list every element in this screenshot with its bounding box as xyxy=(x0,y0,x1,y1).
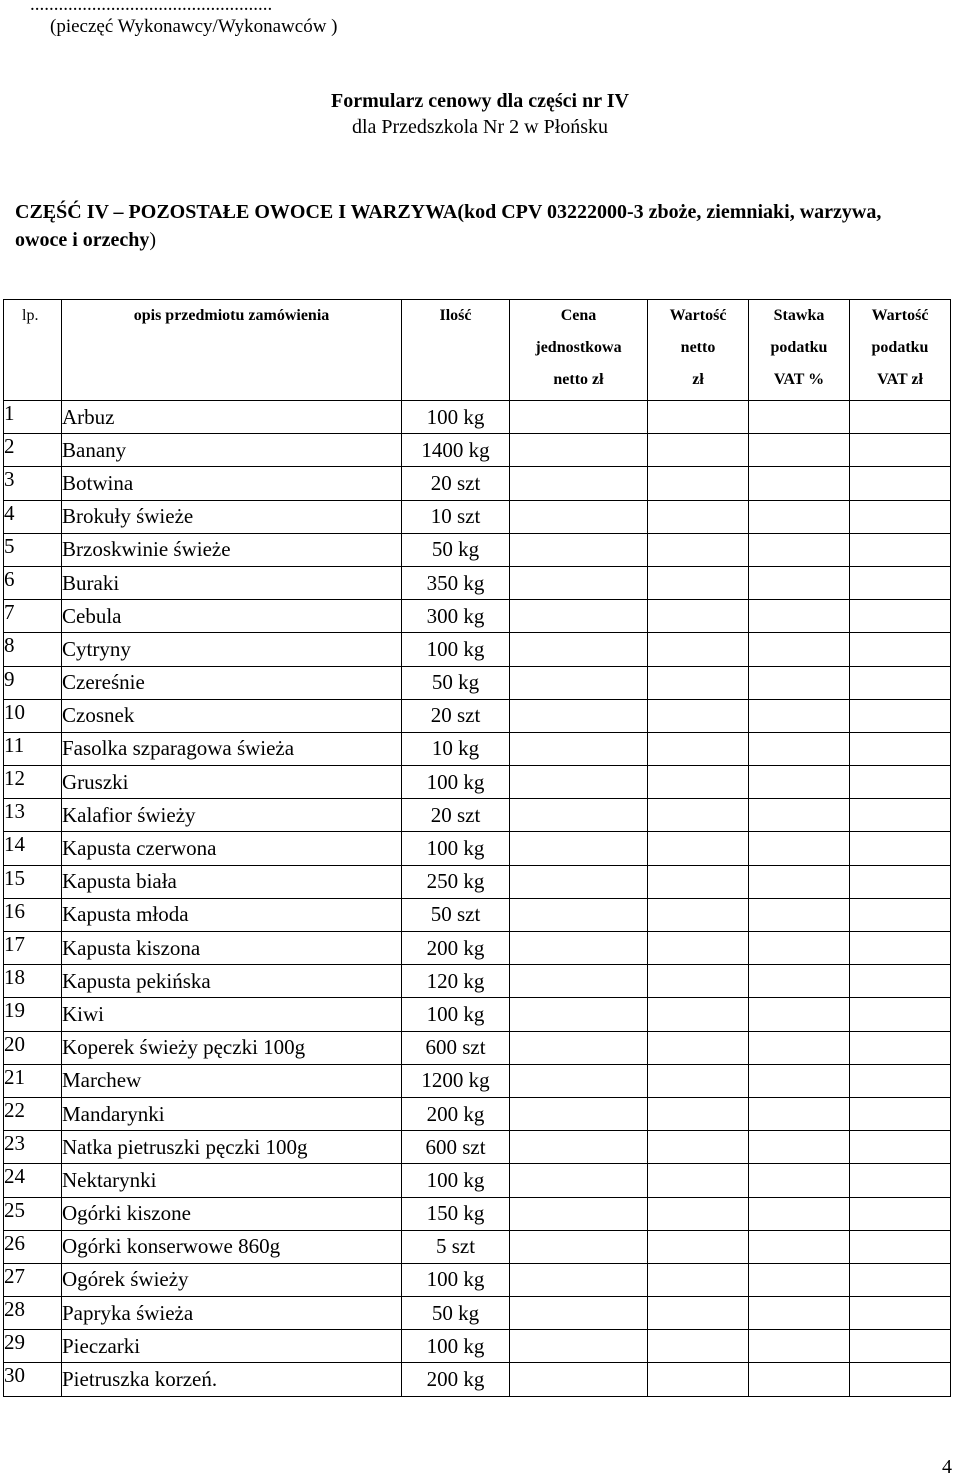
row-quantity: 100 kg xyxy=(402,998,510,1031)
row-net-value-cell[interactable] xyxy=(648,1363,749,1396)
table-row xyxy=(4,1031,951,1064)
row-net-value-cell[interactable] xyxy=(648,732,749,765)
row-quantity: 20 szt xyxy=(402,467,510,500)
row-net-value-cell[interactable] xyxy=(648,766,749,799)
row-net-value-cell[interactable] xyxy=(648,832,749,865)
row-quantity: 200 kg xyxy=(402,1363,510,1396)
row-quantity: 5 szt xyxy=(402,1230,510,1263)
table-row xyxy=(4,600,951,633)
row-description: Marchew xyxy=(62,1064,402,1097)
row-unit-price-cell[interactable] xyxy=(510,434,648,467)
row-description: Kapusta czerwona xyxy=(62,832,402,865)
row-vat-value-cell[interactable] xyxy=(850,799,951,832)
row-lp: 24 xyxy=(4,1164,62,1197)
row-lp: 2 xyxy=(4,434,62,467)
row-vat-rate-cell[interactable] xyxy=(749,1330,850,1363)
table-row xyxy=(4,932,951,965)
form-title xyxy=(0,88,960,140)
row-vat-rate-cell[interactable] xyxy=(749,1230,850,1263)
row-description: Koperek świeży pęczki 100g xyxy=(62,1031,402,1064)
row-unit-price-cell[interactable] xyxy=(510,666,648,699)
row-unit-price-cell[interactable] xyxy=(510,1363,648,1396)
row-vat-rate-cell[interactable] xyxy=(749,898,850,931)
row-lp: 27 xyxy=(4,1263,62,1296)
row-lp: 7 xyxy=(4,600,62,633)
row-lp: 18 xyxy=(4,965,62,998)
row-description: Brzoskwinie świeże xyxy=(62,533,402,566)
row-vat-value-cell[interactable] xyxy=(850,401,951,434)
row-unit-price-cell[interactable] xyxy=(510,898,648,931)
row-quantity: 20 szt xyxy=(402,699,510,732)
row-description: Arbuz xyxy=(62,401,402,434)
row-lp: 25 xyxy=(4,1197,62,1230)
row-description: Papryka świeża xyxy=(62,1297,402,1330)
row-vat-value-cell[interactable] xyxy=(850,1230,951,1263)
row-unit-price-cell[interactable] xyxy=(510,832,648,865)
row-net-value-cell[interactable] xyxy=(648,998,749,1031)
row-vat-rate-cell[interactable] xyxy=(749,998,850,1031)
row-vat-value-cell[interactable] xyxy=(850,865,951,898)
row-vat-value-cell[interactable] xyxy=(850,1197,951,1230)
row-quantity: 20 szt xyxy=(402,799,510,832)
row-description: Cytryny xyxy=(62,633,402,666)
row-lp: 10 xyxy=(4,699,62,732)
row-net-value-cell[interactable] xyxy=(648,865,749,898)
row-net-value-cell[interactable] xyxy=(648,699,749,732)
row-unit-price-cell[interactable] xyxy=(510,533,648,566)
row-unit-price-cell[interactable] xyxy=(510,1230,648,1263)
row-description: Ogórki kiszone xyxy=(62,1197,402,1230)
table-row xyxy=(4,1131,951,1164)
row-lp: 9 xyxy=(4,666,62,699)
row-unit-price-cell[interactable] xyxy=(510,732,648,765)
row-net-value-cell[interactable] xyxy=(648,1064,749,1097)
row-quantity: 50 szt xyxy=(402,898,510,931)
row-lp: 29 xyxy=(4,1330,62,1363)
row-lp: 5 xyxy=(4,533,62,566)
row-quantity: 100 kg xyxy=(402,401,510,434)
row-description: Kapusta młoda xyxy=(62,898,402,931)
row-vat-rate-cell[interactable] xyxy=(749,566,850,599)
row-quantity: 250 kg xyxy=(402,865,510,898)
table-row xyxy=(4,533,951,566)
row-vat-value-cell[interactable] xyxy=(850,1297,951,1330)
row-vat-rate-cell[interactable] xyxy=(749,1297,850,1330)
row-vat-rate-cell[interactable] xyxy=(749,766,850,799)
row-net-value-cell[interactable] xyxy=(648,666,749,699)
row-vat-rate-cell[interactable] xyxy=(749,865,850,898)
row-description: Kalafior świeży xyxy=(62,799,402,832)
row-unit-price-cell[interactable] xyxy=(510,401,648,434)
row-quantity: 1400 kg xyxy=(402,434,510,467)
row-unit-price-cell[interactable] xyxy=(510,600,648,633)
row-description: Kapusta biała xyxy=(62,865,402,898)
table-row xyxy=(4,1363,951,1396)
row-lp: 19 xyxy=(4,998,62,1031)
row-unit-price-cell[interactable] xyxy=(510,998,648,1031)
row-lp: 3 xyxy=(4,467,62,500)
row-vat-rate-cell[interactable] xyxy=(749,1064,850,1097)
row-quantity: 100 kg xyxy=(402,832,510,865)
table-row xyxy=(4,434,951,467)
row-quantity: 100 kg xyxy=(402,1164,510,1197)
table-row xyxy=(4,467,951,500)
row-net-value-cell[interactable] xyxy=(648,533,749,566)
row-vat-rate-cell[interactable] xyxy=(749,732,850,765)
header-vat-rate: Stawka podatku VAT % xyxy=(749,300,850,401)
row-unit-price-cell[interactable] xyxy=(510,566,648,599)
row-vat-value-cell[interactable] xyxy=(850,1131,951,1164)
row-vat-rate-cell[interactable] xyxy=(749,1197,850,1230)
row-net-value-cell[interactable] xyxy=(648,1330,749,1363)
row-net-value-cell[interactable] xyxy=(648,965,749,998)
row-vat-value-cell[interactable] xyxy=(850,1330,951,1363)
row-vat-value-cell[interactable] xyxy=(850,633,951,666)
row-unit-price-cell[interactable] xyxy=(510,1297,648,1330)
row-quantity: 50 kg xyxy=(402,666,510,699)
header-vat-value: Wartość podatku VAT zł xyxy=(850,300,951,401)
price-table xyxy=(3,299,951,1397)
row-vat-value-cell[interactable] xyxy=(850,1363,951,1396)
row-unit-price-cell[interactable] xyxy=(510,1031,648,1064)
row-unit-price-cell[interactable] xyxy=(510,467,648,500)
row-description: Kapusta kiszona xyxy=(62,932,402,965)
table-header-row xyxy=(4,300,951,401)
row-vat-rate-cell[interactable] xyxy=(749,1164,850,1197)
stamp-dots: ................................................... xyxy=(30,0,273,15)
table-row xyxy=(4,1097,951,1130)
row-quantity: 100 kg xyxy=(402,633,510,666)
row-quantity: 1200 kg xyxy=(402,1064,510,1097)
stamp-label: (pieczęć Wykonawcy/Wykonawców ) xyxy=(50,16,338,37)
row-vat-rate-cell[interactable] xyxy=(749,500,850,533)
row-vat-value-cell[interactable] xyxy=(850,1064,951,1097)
row-quantity: 150 kg xyxy=(402,1197,510,1230)
row-unit-price-cell[interactable] xyxy=(510,699,648,732)
header-unit-price: Cena jednostkowa netto zł xyxy=(510,300,648,401)
table-row xyxy=(4,500,951,533)
row-vat-rate-cell[interactable] xyxy=(749,699,850,732)
header-lp: lp. xyxy=(4,300,62,401)
table-row xyxy=(4,566,951,599)
row-lp: 28 xyxy=(4,1297,62,1330)
row-lp: 20 xyxy=(4,1031,62,1064)
row-net-value-cell[interactable] xyxy=(648,401,749,434)
row-net-value-cell[interactable] xyxy=(648,1197,749,1230)
row-vat-value-cell[interactable] xyxy=(850,566,951,599)
table-row xyxy=(4,699,951,732)
row-quantity: 600 szt xyxy=(402,1131,510,1164)
row-vat-value-cell[interactable] xyxy=(850,732,951,765)
row-description: Ogórki konserwowe 860g xyxy=(62,1230,402,1263)
row-unit-price-cell[interactable] xyxy=(510,1197,648,1230)
row-description: Nektarynki xyxy=(62,1164,402,1197)
row-quantity: 300 kg xyxy=(402,600,510,633)
row-unit-price-cell[interactable] xyxy=(510,1097,648,1130)
form-title-line1: Formularz cenowy dla części nr IV xyxy=(331,90,629,112)
row-description: Cebula xyxy=(62,600,402,633)
table-row xyxy=(4,401,951,434)
row-net-value-cell[interactable] xyxy=(648,1031,749,1064)
row-vat-value-cell[interactable] xyxy=(850,965,951,998)
row-vat-rate-cell[interactable] xyxy=(749,633,850,666)
row-lp: 12 xyxy=(4,766,62,799)
part-heading xyxy=(15,198,935,254)
part-heading-closing: ) xyxy=(149,229,157,251)
row-vat-value-cell[interactable] xyxy=(850,533,951,566)
row-net-value-cell[interactable] xyxy=(648,898,749,931)
row-lp: 26 xyxy=(4,1230,62,1263)
table-row xyxy=(4,1230,951,1263)
row-lp: 16 xyxy=(4,898,62,931)
row-quantity: 120 kg xyxy=(402,965,510,998)
stamp-area xyxy=(30,0,338,38)
row-vat-value-cell[interactable] xyxy=(850,832,951,865)
row-vat-value-cell[interactable] xyxy=(850,467,951,500)
row-lp: 4 xyxy=(4,500,62,533)
row-vat-value-cell[interactable] xyxy=(850,699,951,732)
row-vat-value-cell[interactable] xyxy=(850,932,951,965)
row-quantity: 100 kg xyxy=(402,766,510,799)
row-vat-rate-cell[interactable] xyxy=(749,965,850,998)
table-row xyxy=(4,799,951,832)
row-lp: 23 xyxy=(4,1131,62,1164)
row-net-value-cell[interactable] xyxy=(648,1297,749,1330)
table-row xyxy=(4,766,951,799)
row-vat-value-cell[interactable] xyxy=(850,998,951,1031)
table-row xyxy=(4,1064,951,1097)
row-net-value-cell[interactable] xyxy=(648,1230,749,1263)
row-description: Natka pietruszki pęczki 100g xyxy=(62,1131,402,1164)
row-lp: 14 xyxy=(4,832,62,865)
table-row xyxy=(4,965,951,998)
row-vat-rate-cell[interactable] xyxy=(749,467,850,500)
table-row xyxy=(4,633,951,666)
row-net-value-cell[interactable] xyxy=(648,1097,749,1130)
row-description: Fasolka szparagowa świeża xyxy=(62,732,402,765)
row-net-value-cell[interactable] xyxy=(648,500,749,533)
row-net-value-cell[interactable] xyxy=(648,566,749,599)
header-quantity: Ilość xyxy=(402,300,510,401)
row-vat-value-cell[interactable] xyxy=(850,434,951,467)
row-lp: 15 xyxy=(4,865,62,898)
row-quantity: 50 kg xyxy=(402,533,510,566)
row-description: Botwina xyxy=(62,467,402,500)
row-unit-price-cell[interactable] xyxy=(510,932,648,965)
row-lp: 17 xyxy=(4,932,62,965)
row-unit-price-cell[interactable] xyxy=(510,500,648,533)
page-number: 4 xyxy=(942,1456,952,1478)
row-lp: 1 xyxy=(4,401,62,434)
row-quantity: 200 kg xyxy=(402,932,510,965)
row-unit-price-cell[interactable] xyxy=(510,1263,648,1296)
table-row xyxy=(4,1164,951,1197)
row-unit-price-cell[interactable] xyxy=(510,1064,648,1097)
row-description: Kiwi xyxy=(62,998,402,1031)
row-vat-value-cell[interactable] xyxy=(850,766,951,799)
row-quantity: 600 szt xyxy=(402,1031,510,1064)
row-lp: 11 xyxy=(4,732,62,765)
row-unit-price-cell[interactable] xyxy=(510,965,648,998)
row-vat-value-cell[interactable] xyxy=(850,1031,951,1064)
part-heading-text: CZĘŚĆ IV – POZOSTAŁE OWOCE I WARZYWA(kod CPV 03222000-3 zboże, ziemniaki, warzywa, owoce i orzechy xyxy=(15,201,882,251)
row-vat-rate-cell[interactable] xyxy=(749,434,850,467)
table-row xyxy=(4,1297,951,1330)
row-lp: 13 xyxy=(4,799,62,832)
header-net-value: Wartość netto zł xyxy=(648,300,749,401)
row-unit-price-cell[interactable] xyxy=(510,1164,648,1197)
row-vat-rate-cell[interactable] xyxy=(749,1097,850,1130)
row-unit-price-cell[interactable] xyxy=(510,766,648,799)
row-quantity: 50 kg xyxy=(402,1297,510,1330)
row-description: Buraki xyxy=(62,566,402,599)
row-lp: 22 xyxy=(4,1097,62,1130)
row-vat-rate-cell[interactable] xyxy=(749,1363,850,1396)
row-lp: 6 xyxy=(4,566,62,599)
table-row xyxy=(4,998,951,1031)
row-description: Czosnek xyxy=(62,699,402,732)
row-net-value-cell[interactable] xyxy=(648,467,749,500)
row-vat-rate-cell[interactable] xyxy=(749,1263,850,1296)
row-quantity: 10 szt xyxy=(402,500,510,533)
row-net-value-cell[interactable] xyxy=(648,1164,749,1197)
row-quantity: 200 kg xyxy=(402,1097,510,1130)
row-net-value-cell[interactable] xyxy=(648,633,749,666)
row-quantity: 100 kg xyxy=(402,1263,510,1296)
row-description: Kapusta pekińska xyxy=(62,965,402,998)
row-vat-rate-cell[interactable] xyxy=(749,600,850,633)
row-lp: 30 xyxy=(4,1363,62,1396)
row-vat-rate-cell[interactable] xyxy=(749,932,850,965)
table-row xyxy=(4,732,951,765)
row-vat-value-cell[interactable] xyxy=(850,666,951,699)
table-row xyxy=(4,1263,951,1296)
row-description: Pieczarki xyxy=(62,1330,402,1363)
form-title-line2: dla Przedszkola Nr 2 w Płońsku xyxy=(351,116,609,138)
row-vat-value-cell[interactable] xyxy=(850,500,951,533)
row-net-value-cell[interactable] xyxy=(648,799,749,832)
row-quantity: 100 kg xyxy=(402,1330,510,1363)
table-row xyxy=(4,1330,951,1363)
row-vat-rate-cell[interactable] xyxy=(749,1031,850,1064)
row-lp: 8 xyxy=(4,633,62,666)
row-description: Mandarynki xyxy=(62,1097,402,1130)
row-vat-rate-cell[interactable] xyxy=(749,832,850,865)
row-vat-value-cell[interactable] xyxy=(850,1097,951,1130)
row-quantity: 10 kg xyxy=(402,732,510,765)
table-row xyxy=(4,1197,951,1230)
row-unit-price-cell[interactable] xyxy=(510,865,648,898)
row-description: Gruszki xyxy=(62,766,402,799)
table-row xyxy=(4,898,951,931)
row-net-value-cell[interactable] xyxy=(648,600,749,633)
table-row xyxy=(4,666,951,699)
row-vat-rate-cell[interactable] xyxy=(749,666,850,699)
row-description: Ogórek świeży xyxy=(62,1263,402,1296)
row-vat-value-cell[interactable] xyxy=(850,600,951,633)
row-description: Pietruszka korzeń. xyxy=(62,1363,402,1396)
row-vat-rate-cell[interactable] xyxy=(749,533,850,566)
row-unit-price-cell[interactable] xyxy=(510,799,648,832)
row-unit-price-cell[interactable] xyxy=(510,1330,648,1363)
row-vat-rate-cell[interactable] xyxy=(749,799,850,832)
row-description: Brokuły świeże xyxy=(62,500,402,533)
row-net-value-cell[interactable] xyxy=(648,434,749,467)
table-row xyxy=(4,865,951,898)
row-vat-rate-cell[interactable] xyxy=(749,1131,850,1164)
row-unit-price-cell[interactable] xyxy=(510,633,648,666)
row-vat-rate-cell[interactable] xyxy=(749,401,850,434)
row-net-value-cell[interactable] xyxy=(648,1131,749,1164)
row-net-value-cell[interactable] xyxy=(648,1263,749,1296)
row-vat-value-cell[interactable] xyxy=(850,1263,951,1296)
row-vat-value-cell[interactable] xyxy=(850,898,951,931)
table-row xyxy=(4,832,951,865)
row-quantity: 350 kg xyxy=(402,566,510,599)
row-description: Czereśnie xyxy=(62,666,402,699)
row-lp: 21 xyxy=(4,1064,62,1097)
row-vat-value-cell[interactable] xyxy=(850,1164,951,1197)
row-description: Banany xyxy=(62,434,402,467)
row-unit-price-cell[interactable] xyxy=(510,1131,648,1164)
header-description: opis przedmiotu zamówienia xyxy=(62,300,402,401)
row-net-value-cell[interactable] xyxy=(648,932,749,965)
